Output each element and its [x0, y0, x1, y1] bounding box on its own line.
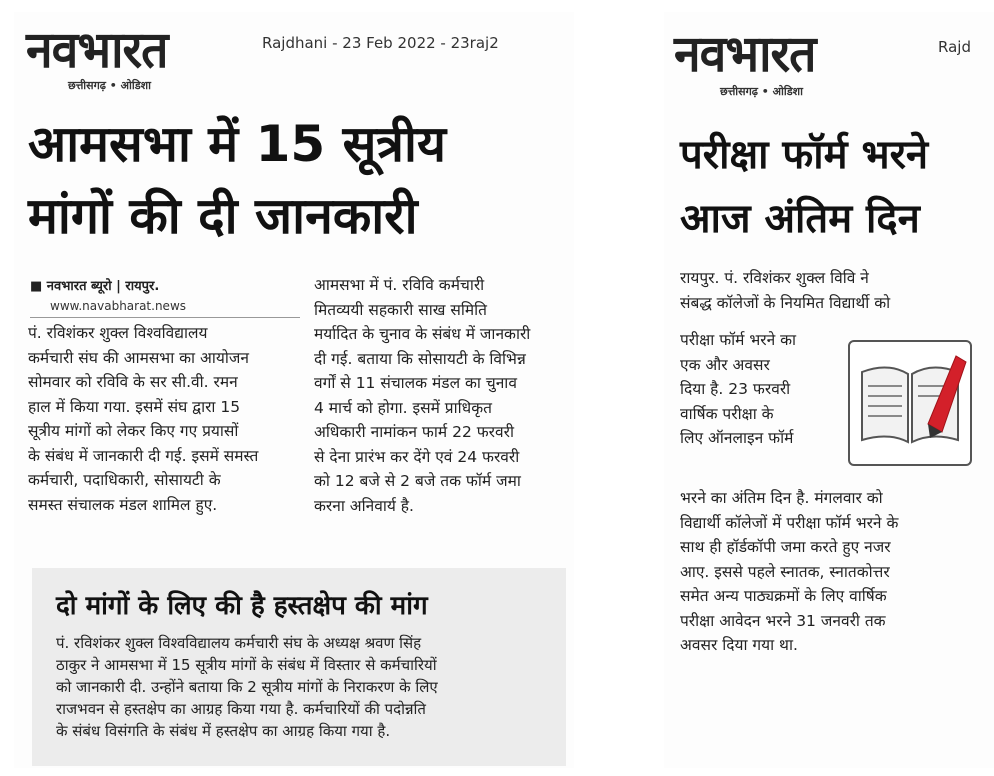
text-line: आए. इससे पहले स्नातक, स्नातकोत्तर [680, 562, 890, 581]
left-website: www.navabharat.news [50, 299, 187, 313]
left-news-clipping [14, 12, 574, 768]
text-line: को 12 बजे से 2 बजे तक फॉर्म जमा [314, 472, 521, 490]
left-headline-line2: मांगों की दी जानकारी [28, 187, 418, 245]
text-line: दी गई. बताया कि सोसायटी के विभिन्न [314, 349, 526, 368]
text-line: रायपुर. पं. रविशंकर शुक्ल विवि ने [680, 269, 869, 287]
text-line: से देना प्रारंभ कर देंगे एवं 24 फरवरी [314, 447, 520, 466]
text-line: संबद्ध कॉलेजों के नियमित विद्यार्थी को [680, 293, 891, 312]
text-line: दिया है. 23 फरवरी [680, 380, 791, 398]
text-line: ठाकुर ने आमसभा में 15 सूत्रीय मांगों के संबंध में विस्तार से कर्मचारियों [56, 656, 437, 674]
text-line: मितव्ययी सहकारी साख समिति [314, 300, 487, 319]
text-line: परीक्षा फॉर्म भरने का [680, 331, 797, 349]
left-column-1 [28, 321, 300, 517]
right-region: छत्तीसगढ़ • ओडिशा [720, 85, 803, 98]
text-line: साथ ही हॉर्डकॉपी जमा करते हुए नजर [680, 538, 891, 556]
text-line: मर्यादित के चुनाव के संबंध में जानकारी [314, 325, 531, 343]
text-line: समेत अन्य पाठ्यक्रमों के लिए वार्षिक [680, 587, 887, 605]
text-line: भरने का अंतिम दिन है. मंगलवार को [680, 489, 883, 507]
text-line: एक और अवसर [680, 355, 770, 374]
text-line: समस्त संचालक मंडल शामिल हुए. [28, 495, 218, 514]
text-line: परीक्षा आवेदन भरने 31 जनवरी तक [680, 611, 886, 630]
right-headline-line1: परीक्षा फॉर्म भरने [680, 132, 929, 178]
open-book-pen-icon [848, 340, 972, 466]
text-line: 4 मार्च को होगा. इसमें प्राधिकृत [314, 398, 492, 417]
text-line: सोमवार को रविवि के सर सी.वी. रमन [28, 373, 238, 391]
text-line: सूत्रीय मांगों को लेकर किए गए प्रयासों [28, 422, 239, 440]
open-book-pen-graphic [850, 342, 970, 464]
text-line: अवसर दिया गया था. [680, 636, 798, 654]
text-line: पं. रविशंकर शुक्ल विश्वविद्यालय [28, 324, 208, 342]
text-line: के संबंध विसंगति के संबंध में हस्तक्षेप का आग्रह किया गया है. [56, 722, 391, 740]
left-box-heading: दो मांगों के लिए की है हस्तक्षेप की मांग [56, 591, 428, 621]
right-news-clipping [664, 12, 994, 768]
text-line: के संबंध में जानकारी दी गई. इसमें समस्त [28, 446, 259, 465]
text-line: राजभवन से हस्तक्षेप का आग्रह किया गया है. कर्मचारियों की पदोन्नति [56, 700, 426, 718]
left-region: छत्तीसगढ़ • ओडिशा [68, 79, 151, 92]
text-line: पं. रविशंकर शुक्ल विश्वविद्यालय कर्मचारी संघ के अध्यक्ष श्रवण सिंह [56, 634, 422, 652]
left-byline: ■ नवभारत ब्यूरो | रायपुर. [30, 279, 160, 294]
left-rule [30, 317, 300, 318]
text-line: को जानकारी दी. उन्होंने बताया कि 2 सूत्रीय मांगों के निराकरण के लिए [56, 678, 438, 696]
text-line: कर्मचारी संघ की आमसभा का आयोजन [28, 348, 249, 367]
left-dateline: Rajdhani - 23 Feb 2022 - 23raj2 [262, 34, 499, 52]
text-line: विद्यार्थी कॉलेजों में परीक्षा फॉर्म भरने के [680, 513, 899, 532]
left-masthead: नवभारत [26, 20, 168, 80]
left-column-2 [314, 273, 566, 518]
right-masthead: नवभारत [674, 24, 816, 84]
left-box-text [56, 632, 556, 742]
left-headline-line1: आमसभा में 15 सूत्रीय [28, 115, 446, 173]
text-line: हाल में किया गया. इसमें संघ द्वारा 15 [28, 397, 241, 416]
text-line: वार्षिक परीक्षा के [680, 404, 774, 423]
text-line: वर्गों से 11 संचालक मंडल का चुनाव [314, 374, 517, 392]
text-line: लिए ऑनलाइन फॉर्म [680, 429, 794, 447]
right-body-text [680, 486, 980, 658]
right-dateline: Rajd [938, 38, 971, 56]
text-line: आमसभा में पं. रविवि कर्मचारी [314, 276, 485, 294]
text-line: कर्मचारी, पदाधिकारी, सोसायटी के [28, 471, 221, 489]
right-wrap-text [680, 328, 840, 451]
right-headline-line2: आज अंतिम दिन [680, 196, 920, 242]
text-line: करना अनिवार्य है. [314, 496, 414, 515]
right-intro-text [680, 266, 980, 315]
text-line: अधिकारी नामांकन फार्म 22 फरवरी [314, 423, 514, 441]
